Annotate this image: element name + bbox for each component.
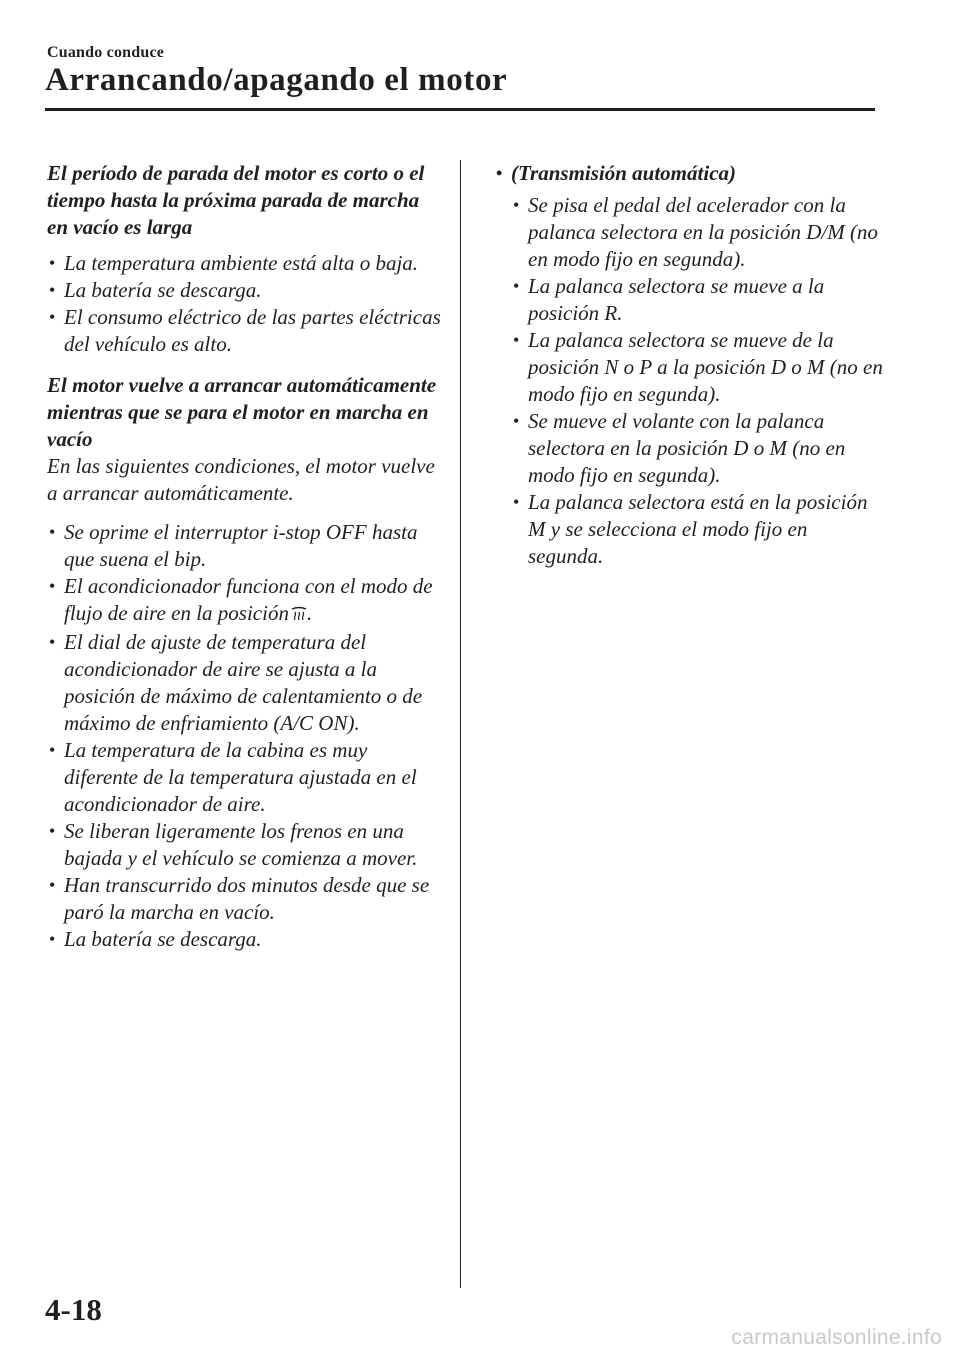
- bullet-icon: •: [49, 821, 56, 841]
- bullet-icon: •: [49, 307, 56, 327]
- bullet-icon: •: [513, 492, 520, 512]
- list-item: • El acondicionador funciona con el modo de flujo de aire en la posición .: [47, 573, 442, 629]
- list-item: • La temperatura de la cabina es muy diferente de la temperatura ajustada en el acondicionador de aire.: [49, 738, 417, 816]
- title-rule: [45, 108, 875, 111]
- bullet-list-automatic-transmission: [494, 160, 884, 187]
- bullet-icon: •: [49, 875, 56, 895]
- bullet-icon: •: [49, 740, 56, 760]
- bullet-icon: •: [496, 163, 503, 183]
- list-item: • La batería se descarga.: [49, 278, 262, 302]
- right-column: [494, 160, 884, 570]
- page-title: Arrancando/apagando el motor: [45, 62, 508, 98]
- list-item: • Se liberan ligeramente los frenos en una bajada y el vehículo se comienza a mover.: [49, 819, 418, 870]
- bullet-icon: •: [49, 576, 56, 596]
- intro-auto-restart: En las siguientes condiciones, el motor vuelve a arrancar automáticamente.: [47, 454, 435, 505]
- heading-engine-stop-short: El período de parada del motor es corto o el tiempo hasta la próxima parada de marcha en vacío es larga: [47, 161, 425, 239]
- nested-bullet-list: [494, 192, 884, 570]
- list-item: • Se mueve el volante con la palanca selectora en la posición D o M (no en modo fijo en segunda).: [513, 409, 846, 487]
- bullet-icon: •: [49, 632, 56, 652]
- bullet-icon: •: [513, 411, 520, 431]
- list-item: • El consumo eléctrico de las partes eléctricas del vehículo es alto.: [49, 305, 441, 356]
- page-number: 4-18: [45, 1292, 102, 1327]
- list-item: • Se oprime el interruptor i-stop OFF hasta que suena el bip.: [49, 520, 418, 571]
- bullet-list-stop-short: [47, 250, 442, 358]
- bullet-icon: •: [49, 522, 56, 542]
- watermark: carmanualsonline.info: [731, 1326, 942, 1349]
- list-item: • La temperatura ambiente está alta o baja.: [49, 251, 419, 275]
- list-item: • La batería se descarga.: [49, 927, 262, 951]
- bullet-icon: •: [49, 280, 56, 300]
- left-column: [47, 160, 442, 953]
- list-item-automatic-transmission: • (Transmisión automática): [496, 161, 737, 185]
- list-item: • Se pisa el pedal del acelerador con la palanca selectora en la posición D/M (no en modo fijo en segunda).: [513, 193, 878, 271]
- list-item: • El dial de ajuste de temperatura del acondicionador de aire se ajusta a la posición de máximo de calentamiento o de máximo de enfriamiento (A/C ON).: [49, 630, 423, 735]
- windshield-defroster-icon: [291, 602, 307, 629]
- bullet-icon: •: [513, 195, 520, 215]
- column-divider: [460, 160, 461, 1288]
- bullet-icon: •: [49, 253, 56, 273]
- list-item: • Han transcurrido dos minutos desde que se paró la marcha en vacío.: [49, 873, 430, 924]
- list-item: • La palanca selectora se mueve a la posición R.: [513, 274, 825, 325]
- section-label: Cuando conduce: [47, 44, 165, 61]
- bullet-icon: •: [49, 929, 56, 949]
- list-item: • La palanca selectora se mueve de la posición N o P a la posición D o M (no en modo fijo en segunda).: [513, 328, 883, 406]
- list-item: • La palanca selectora está en la posición M y se selecciona el modo fijo en segunda.: [513, 490, 868, 568]
- heading-auto-restart: El motor vuelve a arrancar automáticamente mientras que se para el motor en marcha en vacío: [47, 373, 437, 451]
- bullet-icon: •: [513, 330, 520, 350]
- bullet-list-auto-restart: [47, 519, 442, 953]
- bullet-icon: •: [513, 276, 520, 296]
